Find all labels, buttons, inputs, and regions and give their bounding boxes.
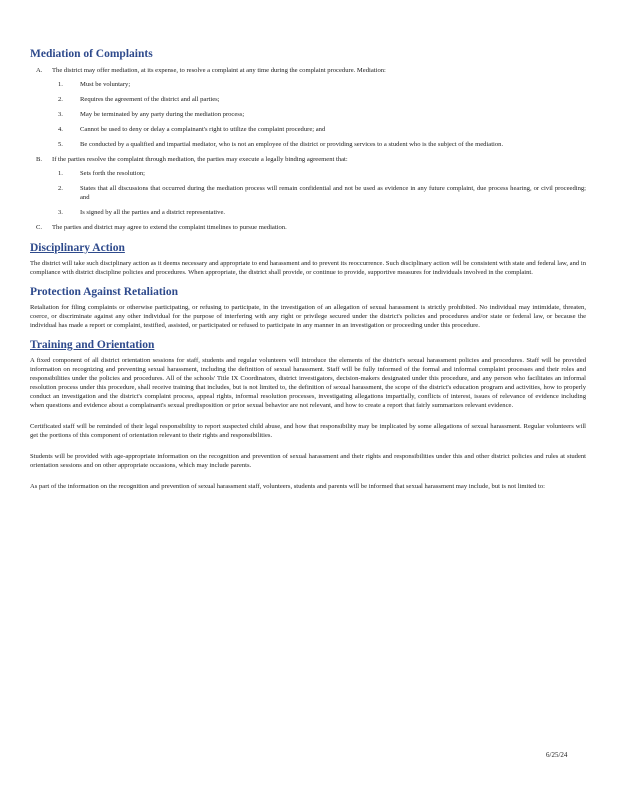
marker-b: B.	[36, 156, 43, 163]
item-a-4: Cannot be used to deny or delay a complainant's right to utilize the complaint procedure; and	[80, 126, 326, 133]
item-c	[30, 223, 586, 232]
item-c-text: The parties and district may agree to extend the complaint timelines to pursue mediation.	[52, 224, 287, 231]
item-a-text: The district may offer mediation, at its expense, to resolve a complaint at any time during the complaint procedure. Mediation:	[52, 67, 386, 74]
section-disciplinary	[30, 238, 586, 277]
heading-protection: Protection Against Retaliation	[30, 286, 178, 298]
item-b-text: If the parties resolve the complaint through mediation, the parties may execute a legally binding agreement that:	[52, 156, 348, 163]
item-b	[30, 155, 586, 217]
heading-mediation: Mediation of Complaints	[30, 48, 153, 60]
training-paragraph-1: A fixed component of all district orientation sessions for staff, students and regular volunteers will introduce the elements of the district's sexual harassment policies and procedures. Staff will be provided information on recognizing and preventing sexual harassment, including the definition of sexual harassment. Staff will be fully informed of the formal and informal complaint processes and their roles and responsibilities under the policies and procedures. All of the schools' Title IX Coordinators, district investigators, decision-makers designated under this procedure, and any person who facilitates an informal resolution process under this procedure, shall receive training that includes, but is not limited to, the definition of sexual harassment, the scope of the district's education program and activities, how to properly conduct an investigation and the district's complaint process, appeal rights, informal resolution processes, investigating allegations impartially, conflicts of interest, issues of relevance of evidence including when questions and evidence about a complainant's sexual predisposition or prior sexual behavior are not relevant, and how to create a report that fairly summarizes relevant evidence.	[30, 357, 586, 409]
section-training	[30, 335, 586, 491]
heading-training: Training and Orientation	[30, 339, 155, 351]
training-paragraph-2: Certificated staff will be reminded of their legal responsibility to report suspected child abuse, and how that responsibility may be implicated by some allegations of sexual harassment. Regular volunteers will get the portions of this component of orientation relevant to their rights and responsibilities.	[30, 423, 586, 439]
item-b-2: States that all discussions that occurred during the mediation process will remain confidential and not be used as evidence in any future complaint, due process hearing, or civil proceeding; and	[80, 185, 586, 201]
list-item: 1. Must be voluntary;	[58, 81, 131, 88]
training-paragraph-3: Students will be provided with age-appropriate information on the recognition and prevention of sexual harassment and their rights and responsibilities under this and other district policies and rules at student orientation sessions and on other appropriate occasions, which may include parents.	[30, 453, 586, 469]
list-item: 2. Requires the agreement of the district and all parties;	[58, 96, 220, 103]
section-mediation	[30, 44, 586, 232]
heading-disciplinary: Disciplinary Action	[30, 242, 125, 254]
list-item: 2. States that all discussions that occurred during the mediation process will remain confidential and not be used as evidence in any future complaint, due process hearing, or civil proceeding; and	[58, 185, 586, 201]
item-a-sublist	[52, 80, 586, 149]
item-a	[30, 66, 586, 149]
item-a-2: Requires the agreement of the district and all parties;	[80, 96, 220, 103]
list-item: 4. Cannot be used to deny or delay a complainant's right to utilize the complaint procedure; and	[58, 126, 326, 133]
marker-a: A.	[36, 67, 43, 74]
section-protection	[30, 282, 586, 330]
document-page	[30, 44, 586, 496]
training-paragraph-4: As part of the information on the recognition and prevention of sexual harassment staff, volunteers, students and parents will be informed that sexual harassment may include, but is not limited to:	[30, 483, 545, 490]
item-b-sublist	[52, 169, 586, 217]
list-item: 5. Be conducted by a qualified and impartial mediator, who is not an employee of the district or providing services to a student who is the subject of the mediation.	[58, 141, 504, 148]
marker-c: C.	[36, 224, 43, 231]
list-item: 3. Is signed by all the parties and a district representative.	[58, 209, 226, 216]
list-item: 1. Sets forth the resolution;	[58, 170, 146, 177]
item-a-1: Must be voluntary;	[80, 81, 131, 88]
item-b-1: Sets forth the resolution;	[80, 170, 146, 177]
item-a-3: May be terminated by any party during the mediation process;	[80, 111, 245, 118]
item-a-5: Be conducted by a qualified and impartial mediator, who is not an employee of the district or providing services to a student who is the subject of the mediation.	[80, 141, 504, 148]
item-b-3: Is signed by all the parties and a district representative.	[80, 209, 226, 216]
mediation-list	[30, 66, 586, 232]
footer-date: 6/25/24	[546, 751, 568, 759]
protection-text: Retaliation for filing complaints or otherwise participating, or refusing to participate, in the investigation of an allegation of sexual harassment is strictly prohibited. No individual may intimidate, threaten, coerce, or discriminate against any other individual for the purpose of interfering with any right or privilege secured under the district's policies and procedures and/or state or federal law, or because the individual has made a report or complaint, testified, assisted, or participated or refused to participate in any manner in an investigation or proceeding under this procedure.	[30, 304, 586, 329]
list-item: 3. May be terminated by any party during the mediation process;	[58, 111, 245, 118]
disciplinary-text: The district will take such disciplinary action as it deems necessary and appropriate to end harassment and to prevent its reoccurrence. Such disciplinary action will be consistent with state and federal law, and in compliance with district discipline policies and procedures. When appropriate, the district shall provide, or continue to provide, supportive measures for individuals involved in the complaint.	[30, 260, 586, 276]
